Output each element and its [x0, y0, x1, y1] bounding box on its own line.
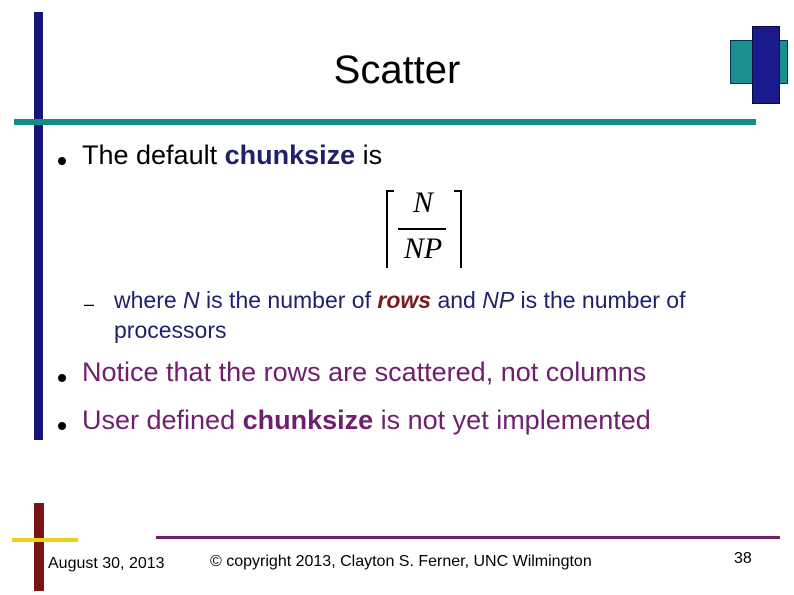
sub-text-part3: and [431, 287, 483, 313]
sub-text-part4: is the number of processors [114, 287, 686, 343]
fraction-numerator: N [412, 186, 433, 219]
sub-text-part1: where [114, 287, 184, 313]
fraction-denominator: NP [403, 232, 443, 265]
bullet-dot-3 [58, 422, 66, 430]
bullet-3-suffix: is not yet implemented [373, 405, 651, 435]
bullet-3 [82, 405, 651, 436]
footer-accent-line [12, 538, 78, 542]
var-n: N [183, 287, 200, 313]
ceiling-fraction-formula [380, 186, 466, 272]
bullet-2: Notice that the rows are scattered, not columns [82, 357, 647, 387]
bullet-1-suffix: is [355, 140, 383, 170]
var-np: NP [482, 287, 515, 313]
footer-accent-bar [34, 503, 44, 591]
fraction-bar [398, 228, 446, 230]
chunksize-term-2: chunksize [242, 405, 374, 435]
chunksize-term: chunksize [224, 140, 356, 170]
footer-divider [156, 536, 780, 539]
bullet-dot-1 [58, 157, 66, 165]
bullet-dot-2 [58, 374, 66, 382]
bullet-3-prefix: User defined [82, 405, 243, 435]
rows-term: rows [377, 287, 432, 313]
slide-title: Scatter [333, 48, 461, 92]
bullet-1 [82, 140, 382, 171]
sub-bullet-text [114, 285, 714, 345]
sub-bullet-dash: – [84, 294, 95, 314]
footer-copyright: © copyright 2013, Clayton S. Ferner, UNC Wilmington [210, 553, 592, 570]
title-underline-bar [14, 119, 756, 125]
footer-date: August 30, 2013 [48, 555, 165, 572]
page-number: 38 [734, 550, 752, 567]
bullet-1-prefix: The default [82, 140, 225, 170]
sub-text-part2: is the number of [199, 287, 378, 313]
